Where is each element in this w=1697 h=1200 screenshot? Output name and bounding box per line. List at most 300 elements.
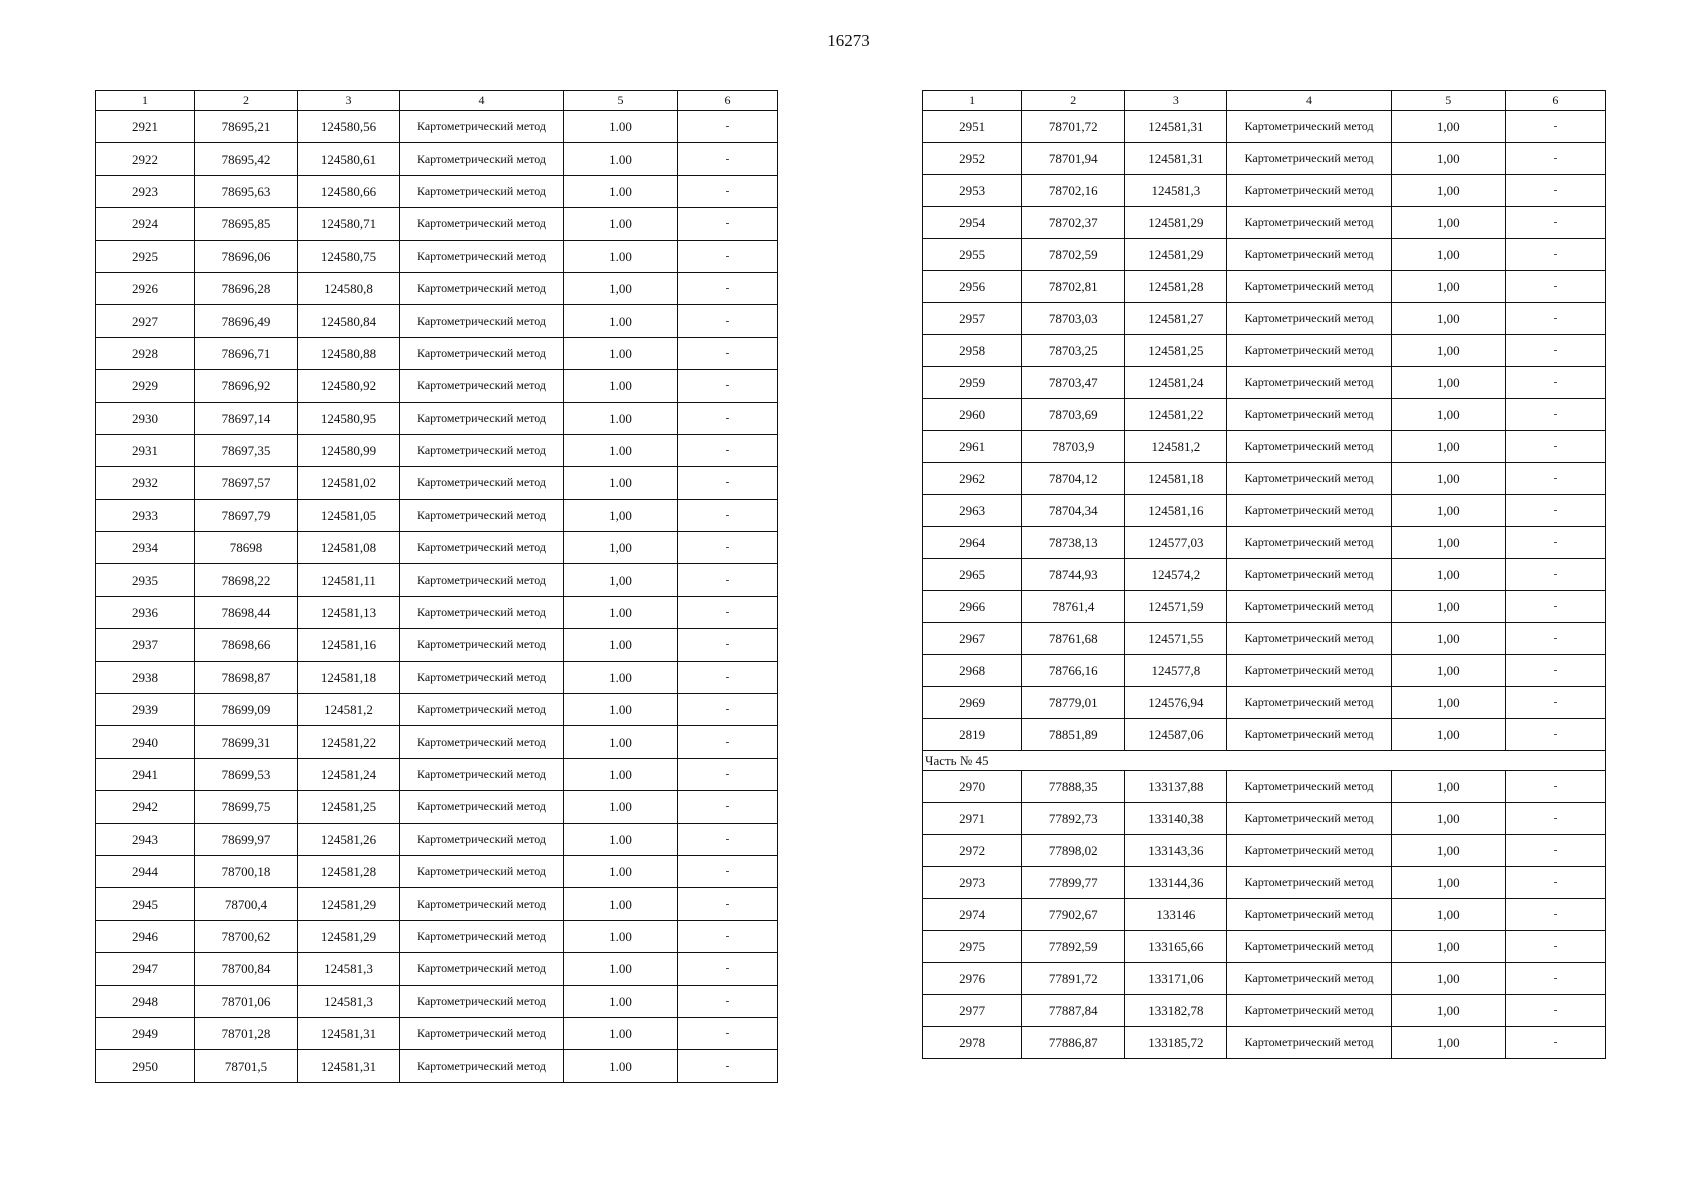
accuracy-cell: 1,00 xyxy=(1391,1027,1505,1059)
point-number-cell: 2960 xyxy=(923,399,1022,431)
accuracy-cell: 1.00 xyxy=(564,791,678,823)
table-row xyxy=(96,596,778,628)
method-cell: Картометрический метод xyxy=(1227,687,1391,719)
accuracy-cell: 1.00 xyxy=(564,208,678,240)
description-cell: - xyxy=(1505,367,1605,399)
accuracy-cell: 1,00 xyxy=(1391,111,1505,143)
point-number-cell: 2945 xyxy=(96,888,195,920)
description-cell: - xyxy=(678,402,778,434)
method-cell: Картометрический метод xyxy=(400,791,564,823)
table-row xyxy=(96,1017,778,1049)
point-number-cell: 2949 xyxy=(96,1017,195,1049)
table-row xyxy=(923,303,1606,335)
point-number-cell: 2934 xyxy=(96,532,195,564)
method-cell: Картометрический метод xyxy=(1227,835,1391,867)
table-row xyxy=(96,337,778,369)
accuracy-cell: 1.00 xyxy=(564,758,678,790)
description-cell: - xyxy=(678,888,778,920)
description-cell: - xyxy=(678,370,778,402)
method-cell: Картометрический метод xyxy=(1227,867,1391,899)
point-number-cell: 2951 xyxy=(923,111,1022,143)
y-coordinate-cell: 124581,3 xyxy=(298,953,400,985)
method-cell: Картометрический метод xyxy=(400,985,564,1017)
table-header-row xyxy=(923,91,1606,111)
accuracy-cell: 1,00 xyxy=(1391,143,1505,175)
x-coordinate-cell: 78761,4 xyxy=(1022,591,1125,623)
accuracy-cell: 1,00 xyxy=(1391,591,1505,623)
y-coordinate-cell: 124581,2 xyxy=(1125,431,1227,463)
description-cell: - xyxy=(1505,527,1605,559)
x-coordinate-cell: 78699,09 xyxy=(195,694,298,726)
y-coordinate-cell: 124581,02 xyxy=(298,467,400,499)
method-cell: Картометрический метод xyxy=(1227,963,1391,995)
accuracy-cell: 1,00 xyxy=(1391,559,1505,591)
y-coordinate-cell: 124580,92 xyxy=(298,370,400,402)
x-coordinate-cell: 78702,59 xyxy=(1022,239,1125,271)
point-number-cell: 2937 xyxy=(96,629,195,661)
x-coordinate-cell: 78851,89 xyxy=(1022,719,1125,751)
table-row xyxy=(96,629,778,661)
accuracy-cell: 1.00 xyxy=(564,694,678,726)
y-coordinate-cell: 124581,24 xyxy=(1125,367,1227,399)
y-coordinate-cell: 124581,29 xyxy=(1125,239,1227,271)
y-coordinate-cell: 124581,31 xyxy=(1125,111,1227,143)
method-cell: Картометрический метод xyxy=(400,532,564,564)
table-row xyxy=(96,985,778,1017)
accuracy-cell: 1.00 xyxy=(564,726,678,758)
method-cell: Картометрический метод xyxy=(400,888,564,920)
point-number-cell: 2977 xyxy=(923,995,1022,1027)
x-coordinate-cell: 78697,35 xyxy=(195,434,298,466)
y-coordinate-cell: 124581,13 xyxy=(298,596,400,628)
point-number-cell: 2955 xyxy=(923,239,1022,271)
point-number-cell: 2962 xyxy=(923,463,1022,495)
x-coordinate-cell: 78697,57 xyxy=(195,467,298,499)
x-coordinate-cell: 78699,53 xyxy=(195,758,298,790)
table-row xyxy=(96,111,778,143)
table-row xyxy=(96,402,778,434)
x-coordinate-cell: 78700,84 xyxy=(195,953,298,985)
description-cell: - xyxy=(1505,431,1605,463)
x-coordinate-cell: 78697,79 xyxy=(195,499,298,531)
accuracy-cell: 1,00 xyxy=(1391,271,1505,303)
description-cell: - xyxy=(1505,687,1605,719)
x-coordinate-cell: 78703,9 xyxy=(1022,431,1125,463)
description-cell: - xyxy=(678,855,778,887)
method-cell: Картометрический метод xyxy=(1227,591,1391,623)
y-coordinate-cell: 124580,56 xyxy=(298,111,400,143)
point-number-cell: 2923 xyxy=(96,175,195,207)
point-number-cell: 2959 xyxy=(923,367,1022,399)
x-coordinate-cell: 78700,4 xyxy=(195,888,298,920)
x-coordinate-cell: 78702,16 xyxy=(1022,175,1125,207)
y-coordinate-cell: 133143,36 xyxy=(1125,835,1227,867)
description-cell: - xyxy=(1505,271,1605,303)
accuracy-cell: 1,00 xyxy=(1391,367,1505,399)
table-row xyxy=(96,240,778,272)
x-coordinate-cell: 77887,84 xyxy=(1022,995,1125,1027)
x-coordinate-cell: 78779,01 xyxy=(1022,687,1125,719)
table-row xyxy=(923,559,1606,591)
accuracy-cell: 1,00 xyxy=(1391,175,1505,207)
y-coordinate-cell: 124574,2 xyxy=(1125,559,1227,591)
point-number-cell: 2953 xyxy=(923,175,1022,207)
point-number-cell: 2972 xyxy=(923,835,1022,867)
description-cell: - xyxy=(678,337,778,369)
table-row xyxy=(923,655,1606,687)
description-cell: - xyxy=(1505,995,1605,1027)
accuracy-cell: 1,00 xyxy=(1391,995,1505,1027)
method-cell: Картометрический метод xyxy=(400,434,564,466)
description-cell: - xyxy=(1505,591,1605,623)
point-number-cell: 2930 xyxy=(96,402,195,434)
method-cell: Картометрический метод xyxy=(400,823,564,855)
point-number-cell: 2957 xyxy=(923,303,1022,335)
table-row xyxy=(923,687,1606,719)
table-row xyxy=(923,239,1606,271)
method-cell: Картометрический метод xyxy=(1227,527,1391,559)
method-cell: Картометрический метод xyxy=(1227,271,1391,303)
table-row xyxy=(923,143,1606,175)
method-cell: Картометрический метод xyxy=(1227,719,1391,751)
accuracy-cell: 1.00 xyxy=(564,953,678,985)
y-coordinate-cell: 133165,66 xyxy=(1125,931,1227,963)
y-coordinate-cell: 124581,3 xyxy=(1125,175,1227,207)
coordinates-table-right xyxy=(922,90,1606,1059)
table-row xyxy=(96,564,778,596)
accuracy-cell: 1,00 xyxy=(1391,623,1505,655)
x-coordinate-cell: 78700,62 xyxy=(195,920,298,952)
table-row xyxy=(96,888,778,920)
table-header-row xyxy=(96,91,778,111)
y-coordinate-cell: 124581,29 xyxy=(298,888,400,920)
description-cell: - xyxy=(678,791,778,823)
y-coordinate-cell: 124576,94 xyxy=(1125,687,1227,719)
description-cell: - xyxy=(1505,719,1605,751)
x-coordinate-cell: 78695,21 xyxy=(195,111,298,143)
point-number-cell: 2921 xyxy=(96,111,195,143)
table-row xyxy=(923,431,1606,463)
point-number-cell: 2927 xyxy=(96,305,195,337)
table-row xyxy=(96,661,778,693)
point-number-cell: 2966 xyxy=(923,591,1022,623)
y-coordinate-cell: 124571,59 xyxy=(1125,591,1227,623)
y-coordinate-cell: 124581,26 xyxy=(298,823,400,855)
y-coordinate-cell: 124581,28 xyxy=(298,855,400,887)
point-number-cell: 2948 xyxy=(96,985,195,1017)
method-cell: Картометрический метод xyxy=(1227,367,1391,399)
method-cell: Картометрический метод xyxy=(400,920,564,952)
point-number-cell: 2932 xyxy=(96,467,195,499)
method-cell: Картометрический метод xyxy=(1227,623,1391,655)
method-cell: Картометрический метод xyxy=(400,758,564,790)
table-row xyxy=(923,399,1606,431)
accuracy-cell: 1.00 xyxy=(564,596,678,628)
y-coordinate-cell: 124581,3 xyxy=(298,985,400,1017)
point-number-cell: 2929 xyxy=(96,370,195,402)
method-cell: Картометрический метод xyxy=(400,661,564,693)
accuracy-cell: 1,00 xyxy=(1391,463,1505,495)
table-row xyxy=(923,803,1606,835)
table-row xyxy=(96,823,778,855)
method-cell: Картометрический метод xyxy=(400,208,564,240)
table-row xyxy=(96,694,778,726)
x-coordinate-cell: 78703,69 xyxy=(1022,399,1125,431)
accuracy-cell: 1,00 xyxy=(1391,239,1505,271)
table-row xyxy=(96,305,778,337)
table-row xyxy=(96,920,778,952)
table-row xyxy=(96,175,778,207)
y-coordinate-cell: 124581,28 xyxy=(1125,271,1227,303)
accuracy-cell: 1,00 xyxy=(1391,963,1505,995)
column-header: 3 xyxy=(298,91,400,111)
accuracy-cell: 1,00 xyxy=(1391,771,1505,803)
point-number-cell: 2931 xyxy=(96,434,195,466)
y-coordinate-cell: 124577,03 xyxy=(1125,527,1227,559)
table-row xyxy=(96,434,778,466)
table-row xyxy=(96,791,778,823)
description-cell: - xyxy=(678,953,778,985)
point-number-cell: 2939 xyxy=(96,694,195,726)
table-row xyxy=(96,758,778,790)
accuracy-cell: 1.00 xyxy=(564,1017,678,1049)
column-header: 6 xyxy=(1505,91,1605,111)
table-row xyxy=(923,1027,1606,1059)
x-coordinate-cell: 77892,59 xyxy=(1022,931,1125,963)
section-row xyxy=(923,751,1606,771)
method-cell: Картометрический метод xyxy=(400,370,564,402)
description-cell: - xyxy=(1505,239,1605,271)
description-cell: - xyxy=(678,532,778,564)
y-coordinate-cell: 124581,16 xyxy=(1125,495,1227,527)
y-coordinate-cell: 124580,71 xyxy=(298,208,400,240)
point-number-cell: 2975 xyxy=(923,931,1022,963)
table-row xyxy=(923,931,1606,963)
y-coordinate-cell: 133185,72 xyxy=(1125,1027,1227,1059)
point-number-cell: 2973 xyxy=(923,867,1022,899)
table-row xyxy=(96,1050,778,1082)
y-coordinate-cell: 124581,31 xyxy=(298,1050,400,1082)
accuracy-cell: 1.00 xyxy=(564,888,678,920)
method-cell: Картометрический метод xyxy=(1227,111,1391,143)
x-coordinate-cell: 78703,25 xyxy=(1022,335,1125,367)
column-header: 2 xyxy=(195,91,298,111)
x-coordinate-cell: 77888,35 xyxy=(1022,771,1125,803)
method-cell: Картометрический метод xyxy=(1227,995,1391,1027)
accuracy-cell: 1,00 xyxy=(1391,527,1505,559)
point-number-cell: 2969 xyxy=(923,687,1022,719)
method-cell: Картометрический метод xyxy=(400,1017,564,1049)
method-cell: Картометрический метод xyxy=(1227,335,1391,367)
accuracy-cell: 1,00 xyxy=(564,532,678,564)
point-number-cell: 2933 xyxy=(96,499,195,531)
column-header: 1 xyxy=(923,91,1022,111)
description-cell: - xyxy=(678,111,778,143)
y-coordinate-cell: 124581,16 xyxy=(298,629,400,661)
description-cell: - xyxy=(678,758,778,790)
x-coordinate-cell: 78696,92 xyxy=(195,370,298,402)
table-row xyxy=(923,111,1606,143)
point-number-cell: 2978 xyxy=(923,1027,1022,1059)
y-coordinate-cell: 124581,05 xyxy=(298,499,400,531)
description-cell: - xyxy=(1505,867,1605,899)
method-cell: Картометрический метод xyxy=(400,175,564,207)
x-coordinate-cell: 78703,03 xyxy=(1022,303,1125,335)
y-coordinate-cell: 124581,18 xyxy=(298,661,400,693)
y-coordinate-cell: 124581,22 xyxy=(298,726,400,758)
table-row xyxy=(923,719,1606,751)
point-number-cell: 2947 xyxy=(96,953,195,985)
accuracy-cell: 1.00 xyxy=(564,629,678,661)
x-coordinate-cell: 78698,22 xyxy=(195,564,298,596)
description-cell: - xyxy=(1505,335,1605,367)
method-cell: Картометрический метод xyxy=(400,337,564,369)
method-cell: Картометрический метод xyxy=(1227,495,1391,527)
y-coordinate-cell: 124580,99 xyxy=(298,434,400,466)
point-number-cell: 2952 xyxy=(923,143,1022,175)
description-cell: - xyxy=(1505,207,1605,239)
y-coordinate-cell: 124581,25 xyxy=(1125,335,1227,367)
method-cell: Картометрический метод xyxy=(1227,463,1391,495)
table-row xyxy=(923,591,1606,623)
table-row xyxy=(923,995,1606,1027)
accuracy-cell: 1.00 xyxy=(564,402,678,434)
point-number-cell: 2926 xyxy=(96,272,195,304)
page-number: 16273 xyxy=(827,31,870,50)
description-cell: - xyxy=(678,920,778,952)
x-coordinate-cell: 78701,06 xyxy=(195,985,298,1017)
point-number-cell: 2936 xyxy=(96,596,195,628)
y-coordinate-cell: 124581,08 xyxy=(298,532,400,564)
y-coordinate-cell: 133144,36 xyxy=(1125,867,1227,899)
point-number-cell: 2946 xyxy=(96,920,195,952)
description-cell: - xyxy=(678,272,778,304)
description-cell: - xyxy=(678,1017,778,1049)
description-cell: - xyxy=(1505,623,1605,655)
description-cell: - xyxy=(678,564,778,596)
accuracy-cell: 1.00 xyxy=(564,175,678,207)
table-row xyxy=(96,208,778,240)
table-row xyxy=(96,370,778,402)
y-coordinate-cell: 124571,55 xyxy=(1125,623,1227,655)
accuracy-cell: 1,00 xyxy=(1391,931,1505,963)
method-cell: Картометрический метод xyxy=(400,1050,564,1082)
y-coordinate-cell: 124581,31 xyxy=(298,1017,400,1049)
accuracy-cell: 1,00 xyxy=(1391,207,1505,239)
description-cell: - xyxy=(1505,175,1605,207)
point-number-cell: 2956 xyxy=(923,271,1022,303)
point-number-cell: 2971 xyxy=(923,803,1022,835)
accuracy-cell: 1,00 xyxy=(1391,495,1505,527)
description-cell: - xyxy=(678,629,778,661)
point-number-cell: 2950 xyxy=(96,1050,195,1082)
column-header: 5 xyxy=(1391,91,1505,111)
point-number-cell: 2938 xyxy=(96,661,195,693)
description-cell: - xyxy=(678,499,778,531)
table-row xyxy=(923,335,1606,367)
x-coordinate-cell: 78701,5 xyxy=(195,1050,298,1082)
description-cell: - xyxy=(1505,495,1605,527)
accuracy-cell: 1,00 xyxy=(1391,719,1505,751)
column-header: 6 xyxy=(678,91,778,111)
accuracy-cell: 1.00 xyxy=(564,337,678,369)
point-number-cell: 2943 xyxy=(96,823,195,855)
accuracy-cell: 1,00 xyxy=(1391,835,1505,867)
point-number-cell: 2968 xyxy=(923,655,1022,687)
x-coordinate-cell: 78698,44 xyxy=(195,596,298,628)
description-cell: - xyxy=(678,985,778,1017)
x-coordinate-cell: 78699,97 xyxy=(195,823,298,855)
description-cell: - xyxy=(1505,655,1605,687)
point-number-cell: 2928 xyxy=(96,337,195,369)
method-cell: Картометрический метод xyxy=(400,467,564,499)
y-coordinate-cell: 133171,06 xyxy=(1125,963,1227,995)
column-header: 5 xyxy=(564,91,678,111)
description-cell: - xyxy=(678,823,778,855)
x-coordinate-cell: 78699,75 xyxy=(195,791,298,823)
y-coordinate-cell: 124581,27 xyxy=(1125,303,1227,335)
y-coordinate-cell: 124580,61 xyxy=(298,143,400,175)
description-cell: - xyxy=(678,726,778,758)
x-coordinate-cell: 78761,68 xyxy=(1022,623,1125,655)
accuracy-cell: 1,00 xyxy=(1391,899,1505,931)
method-cell: Картометрический метод xyxy=(1227,803,1391,835)
method-cell: Картометрический метод xyxy=(400,726,564,758)
method-cell: Картометрический метод xyxy=(1227,239,1391,271)
method-cell: Картометрический метод xyxy=(1227,931,1391,963)
x-coordinate-cell: 78744,93 xyxy=(1022,559,1125,591)
description-cell: - xyxy=(1505,771,1605,803)
point-number-cell: 2942 xyxy=(96,791,195,823)
accuracy-cell: 1.00 xyxy=(564,143,678,175)
y-coordinate-cell: 124581,24 xyxy=(298,758,400,790)
table-row xyxy=(923,867,1606,899)
table-row xyxy=(96,272,778,304)
column-header: 2 xyxy=(1022,91,1125,111)
table-row xyxy=(923,463,1606,495)
method-cell: Картометрический метод xyxy=(400,596,564,628)
method-cell: Картометрический метод xyxy=(400,564,564,596)
method-cell: Картометрический метод xyxy=(400,855,564,887)
point-number-cell: 2965 xyxy=(923,559,1022,591)
accuracy-cell: 1.00 xyxy=(564,855,678,887)
description-cell: - xyxy=(678,434,778,466)
x-coordinate-cell: 78701,94 xyxy=(1022,143,1125,175)
accuracy-cell: 1.00 xyxy=(564,305,678,337)
accuracy-cell: 1,00 xyxy=(1391,687,1505,719)
description-cell: - xyxy=(1505,399,1605,431)
x-coordinate-cell: 77902,67 xyxy=(1022,899,1125,931)
method-cell: Картометрический метод xyxy=(1227,655,1391,687)
x-coordinate-cell: 78703,47 xyxy=(1022,367,1125,399)
method-cell: Картометрический метод xyxy=(400,143,564,175)
y-coordinate-cell: 124581,11 xyxy=(298,564,400,596)
point-number-cell: 2925 xyxy=(96,240,195,272)
x-coordinate-cell: 77899,77 xyxy=(1022,867,1125,899)
point-number-cell: 2958 xyxy=(923,335,1022,367)
point-number-cell: 2922 xyxy=(96,143,195,175)
description-cell: - xyxy=(1505,1027,1605,1059)
method-cell: Картометрический метод xyxy=(400,272,564,304)
table-row xyxy=(923,963,1606,995)
table-row xyxy=(923,367,1606,399)
method-cell: Картометрический метод xyxy=(1227,143,1391,175)
section-label: Часть № 45 xyxy=(923,751,1606,771)
method-cell: Картометрический метод xyxy=(1227,771,1391,803)
point-number-cell: 2974 xyxy=(923,899,1022,931)
x-coordinate-cell: 77886,87 xyxy=(1022,1027,1125,1059)
point-number-cell: 2967 xyxy=(923,623,1022,655)
